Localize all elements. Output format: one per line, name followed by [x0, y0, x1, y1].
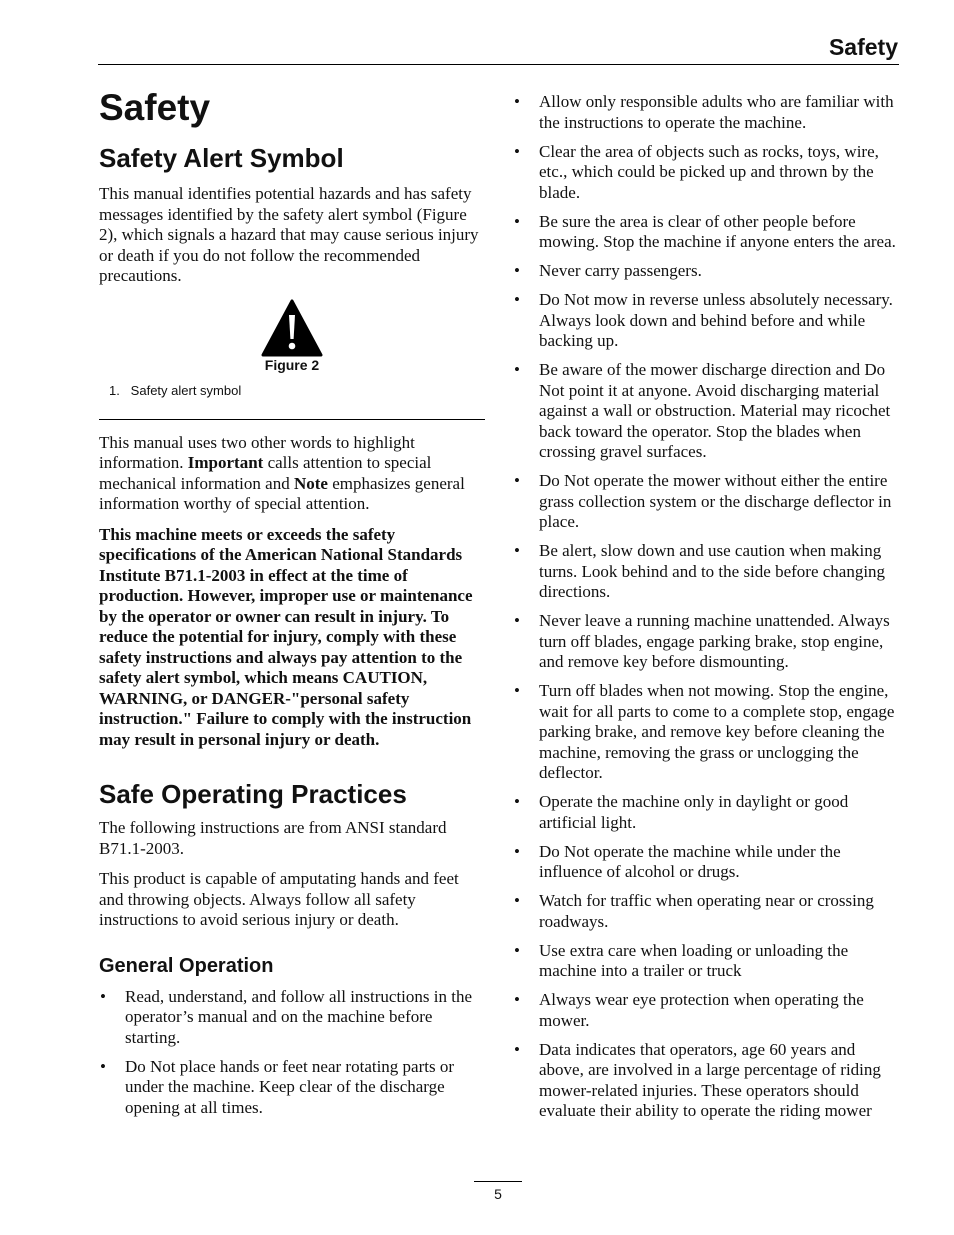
warning-triangle-icon [261, 299, 323, 357]
footer-rule [474, 1181, 522, 1182]
list-item: • Do Not mow in reverse unless absolutely necessary. Always look down and behind before and while backing up. [513, 290, 901, 352]
right-column [513, 92, 901, 1130]
list-item: • Never leave a running machine unattended. Always turn off blades, engage parking brake, stop engine, and remove key before dismounting. [513, 611, 901, 673]
general-operation-list-left [99, 987, 487, 1119]
safety-alert-paragraph: This manual identifies potential hazards and has safety messages identified by the safety alert symbol (Figure 2), which signals a hazard that may cause serious injury or death if you do not follow the recommended precautions. [99, 184, 479, 285]
figure-rule [99, 419, 485, 420]
list-item: • Watch for traffic when operating near or crossing roadways. [513, 891, 901, 932]
header-rule [98, 64, 899, 65]
highlight-end: emphasizes general information worthy of special attention. [99, 473, 465, 513]
safe-operating-p1: The following instructions are from ANSI standard B71.1-2003. [99, 818, 447, 858]
note-term: Note [293, 473, 328, 493]
list-item: • Do Not operate the machine while under the influence of alcohol or drugs. [513, 842, 901, 883]
figure-caption: 1. Safety alert symbol [109, 382, 242, 398]
list-item: • Do Not operate the mower without either the entire grass collection system or the discharge deflector in place. [513, 471, 901, 533]
highlight-paragraph [99, 433, 487, 515]
list-item: • Operate the machine only in daylight or good artificial light. [513, 792, 901, 833]
ansi-notice: This machine meets or exceeds the safety specifications of the American National Standards Institute B71.1-2003 in effect at the time of production. However, improper use or maintenance by the operator or owner can result in injury. To reduce the potential for injury, comply with these safety instructions and always pay attention to the safety alert symbol, which means CAUTION, WARNING, or DANGER-"personal safety instruction." Failure to comply with the instruction may result in personal injury or death. [99, 524, 473, 749]
safe-operating-heading: Safe Operating Practices [99, 779, 407, 809]
list-item: • Turn off blades when not mowing. Stop the engine, wait for all parts to come to a complete stop, engage parking brake, and remove key before cleaning the machine, removing the grass or unclogging the deflector. [513, 681, 901, 784]
running-header-title: Safety [828, 34, 898, 60]
left-column [99, 86, 487, 1127]
page-number: 5 [494, 1186, 502, 1202]
list-item: • Data indicates that operators, age 60 years and above, are involved in a large percentage of riding mower-related injuries. These operators should evaluate their ability to operate the riding mower [513, 1040, 901, 1122]
page-title: Safety [99, 87, 211, 128]
list-item: • Never carry passengers. [513, 261, 901, 282]
list-item: • Be aware of the mower discharge direction and Do Not point it at anyone. Avoid discharging material against a wall or obstruction. Material may ricochet back toward the operator. Stop the blades when crossing gravel surfaces. [513, 360, 901, 463]
important-term: Important [187, 453, 264, 472]
list-item: • Be sure the area is clear of other people before mowing. Stop the machine if anyone enters the area. [513, 212, 901, 253]
figure-2 [99, 297, 487, 397]
safety-alert-heading: Safety Alert Symbol [99, 143, 344, 173]
general-operation-heading: General Operation [99, 954, 274, 977]
safe-operating-p2: This product is capable of amputating hands and feet and throwing objects. Always follow all safety instructions to avoid serious injury or death. [99, 869, 459, 929]
highlight-intro: This manual uses two other words to highlight information. [99, 432, 415, 472]
highlight-middle: calls attention to special mechanical information and [99, 453, 432, 493]
figure-label: Figure 2 [264, 356, 320, 373]
list-item: • Be alert, slow down and use caution when making turns. Look behind and to the side before changing directions. [513, 541, 901, 603]
list-item: • Use extra care when loading or unloading the machine into a trailer or truck [513, 941, 901, 982]
list-item: • Do Not place hands or feet near rotating parts or under the machine. Keep clear of the discharge opening at all times. [99, 1057, 487, 1119]
list-item: • Allow only responsible adults who are familiar with the instructions to operate the machine. [513, 92, 901, 133]
list-item: • Clear the area of objects such as rocks, toys, wire, etc., which could be picked up and thrown by the blade. [513, 142, 901, 204]
list-item: • Read, understand, and follow all instructions in the operator’s manual and on the machine before starting. [99, 987, 487, 1049]
general-operation-list-right [513, 92, 901, 1122]
list-item: • Always wear eye protection when operating the mower. [513, 990, 901, 1031]
